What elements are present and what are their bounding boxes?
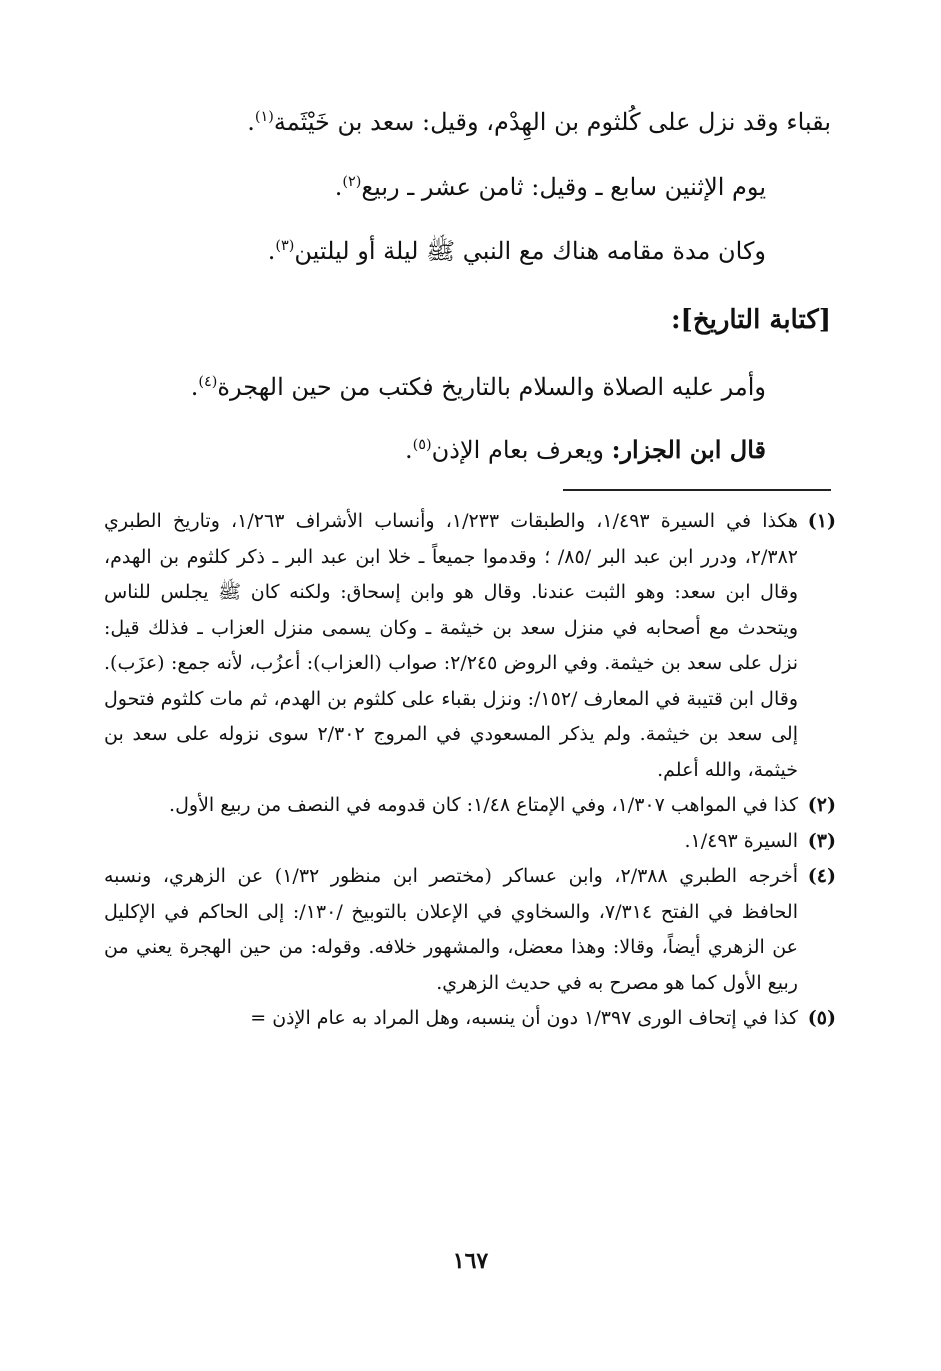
footnote-number: (٣)	[807, 829, 836, 852]
footnote-ref: (٥)	[412, 437, 432, 453]
section-heading	[671, 307, 831, 333]
body-line-5	[405, 435, 766, 464]
footnotes-section	[104, 504, 836, 1037]
body-line-text: وأمر عليه الصلاة والسلام بالتاريخ فكتب من حين الهجرة	[217, 373, 766, 401]
body-line-text: بقباء وقد نزل على كُلثوم بن الهِدْم، وقيل: سعد بن خَيْثَمة	[273, 108, 831, 136]
footnote-ref: (٣)	[275, 238, 295, 254]
footnote-text: كذا في إتحاف الورى ١/٣٩٧ دون أن ينسبه، وهل المراد به عام الإذن =	[250, 1007, 798, 1029]
footnote-ref: (٢)	[342, 174, 362, 190]
footnote-ref: (١)	[254, 109, 274, 125]
body-line-1	[247, 110, 831, 134]
body-line-text: وكان مدة مقامه هناك مع النبي ﷺ ليلة أو ليلتين	[294, 237, 766, 265]
footnote-text: كذا في المواهب ١/٣٠٧، وفي الإمتاع ١/٤٨: كان قدومه في النصف من ربيع الأول.	[169, 794, 798, 816]
footnote-1	[104, 504, 836, 788]
footnote-3	[104, 824, 836, 860]
footnote-text: أخرجه الطبري ٢/٣٨٨، وابن عساكر (مختصر ابن منظور ١/٣٢) عن الزهري، ونسبه الحافظ في الفتح ٧/٣١٤، والسخاوي في الإعلان بالتوبيخ /١٣٠/: إلى الحاكم في الإكليل عن الزهري أيضاً، وقالا: وهذا معضل، والمشهور خلافه. وقوله: من حين الهجرة يعني من ربيع الأول كما هو مصرح به في حديث الزهري.	[104, 865, 798, 994]
line-end: .	[334, 173, 343, 201]
section-heading-text: [كتابة التاريخ]:	[670, 305, 831, 335]
body-line-4	[191, 375, 766, 399]
footnote-number: (٥)	[807, 1007, 836, 1029]
footnote-2	[104, 788, 836, 824]
footnote-4	[104, 859, 836, 1001]
footnote-ref: (٤)	[198, 374, 218, 390]
footnote-number: (٤)	[807, 865, 836, 887]
page-number: ١٦٧	[452, 1248, 489, 1274]
line-end: .	[247, 108, 255, 136]
speaker-name: قال ابن الجزار:	[611, 435, 766, 464]
footnote-text: السيرة ١/٤٩٣.	[684, 829, 798, 852]
footnote-divider	[563, 489, 831, 491]
body-line-text: يوم الإثنين سابع ـ وقيل: ثامن عشر ـ ربيع	[361, 173, 766, 201]
body-line-2	[335, 175, 766, 199]
body-line-3	[268, 239, 766, 263]
footnote-number: (١)	[807, 510, 836, 532]
line-end: .	[267, 237, 276, 265]
footnote-5	[104, 1001, 836, 1037]
footnote-text: هكذا في السيرة ١/٤٩٣، والطبقات ١/٢٣٣، وأنساب الأشراف ١/٢٦٣، وتاريخ الطبري ٢/٣٨٢، ودرر ابن عبد البر /٨٥/ ؛ وقدموا جميعاً ـ خلا ابن عبد البر ـ ذكر كلثوم بن الهدم، وقال ابن سعد: وهو الثبت عندنا. وقال هو وابن إسحاق: ولكنه كان ﷺ يجلس للناس ويتحدث مع أصحابه في منزل سعد بن خيثمة ـ وكان يسمى منزل العزاب ـ فذلك قيل: نزل على سعد بن خيثمة. وفي الروض ٢/٢٤٥: صواب (العزاب): أعزُب، لأنه جمع: (عزَب). وقال ابن قتيبة في المعارف /١٥٢/: ونزل بقباء على كلثوم بن الهدم، ثم مات كلثوم فتحول إلى سعد بن خيثمة. ولم يذكر المسعودي في المروج ٢/٣٠٢ سوى نزوله على سعد بن خيثمة، والله أعلم.	[104, 510, 799, 781]
footnote-number: (٢)	[807, 794, 836, 816]
body-line-text: ويعرف بعام الإذن	[431, 436, 612, 464]
line-end: .	[190, 373, 199, 401]
line-end: .	[405, 436, 413, 464]
